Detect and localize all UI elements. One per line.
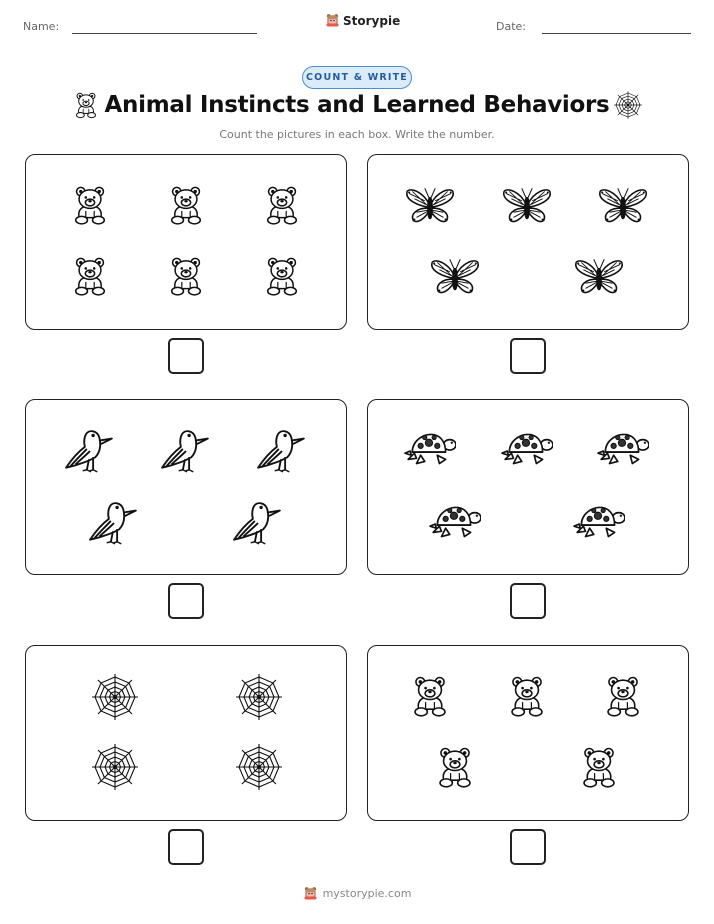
spider-web-icon [90, 742, 140, 792]
mascot-icon [303, 886, 318, 901]
bear-icon [577, 742, 621, 792]
butterfly-icon [404, 185, 456, 227]
answer-box-1[interactable] [168, 338, 204, 374]
spider-web-icon [90, 672, 140, 722]
badge-label: COUNT & WRITE [306, 72, 408, 83]
butterfly-icon [429, 256, 481, 298]
count-panel-4 [367, 399, 689, 575]
crow-icon [160, 426, 212, 474]
crow-icon [256, 426, 308, 474]
bear-icon [261, 251, 303, 301]
name-label: Name: [23, 20, 60, 33]
bear-icon [165, 251, 207, 301]
turtle-icon [573, 503, 625, 541]
bear-icon [601, 671, 645, 721]
count-panel-6 [367, 645, 689, 821]
bear-icon [408, 671, 452, 721]
footer [0, 886, 714, 901]
count-panel-5 [25, 645, 347, 821]
activity-badge [302, 66, 412, 89]
bear-icon [69, 180, 111, 230]
turtle-icon [429, 503, 481, 541]
turtle-icon [597, 430, 649, 468]
date-label: Date: [496, 20, 526, 33]
count-panel-2 [367, 154, 689, 330]
crow-icon [88, 498, 140, 546]
answer-box-4[interactable] [510, 583, 546, 619]
name-line[interactable] [72, 33, 257, 34]
answer-box-5[interactable] [168, 829, 204, 865]
page-title: Animal Instincts and Learned Behaviors [104, 92, 610, 118]
brand-name: Storypie [343, 13, 401, 28]
answer-box-3[interactable] [168, 583, 204, 619]
spider-web-icon [613, 90, 643, 120]
butterfly-icon [597, 185, 649, 227]
spider-web-icon [234, 672, 284, 722]
instructions: Count the pictures in each box. Write the number. [219, 128, 495, 141]
bear-icon [505, 671, 549, 721]
mascot-icon [325, 13, 340, 28]
crow-icon [232, 498, 284, 546]
date-line[interactable] [542, 33, 691, 34]
bear-icon [261, 180, 303, 230]
answer-box-6[interactable] [510, 829, 546, 865]
bear-icon [433, 742, 477, 792]
turtle-icon [501, 430, 553, 468]
butterfly-icon [573, 256, 625, 298]
answer-box-2[interactable] [510, 338, 546, 374]
turtle-icon [404, 430, 456, 468]
bear-icon [69, 251, 111, 301]
crow-icon [64, 426, 116, 474]
butterfly-icon [501, 185, 553, 227]
count-panel-3 [25, 399, 347, 575]
spider-web-icon [234, 742, 284, 792]
footer-url[interactable]: mystorypie.com [322, 887, 412, 900]
brand [325, 13, 400, 28]
bear-icon [165, 180, 207, 230]
count-panel-1 [25, 154, 347, 330]
